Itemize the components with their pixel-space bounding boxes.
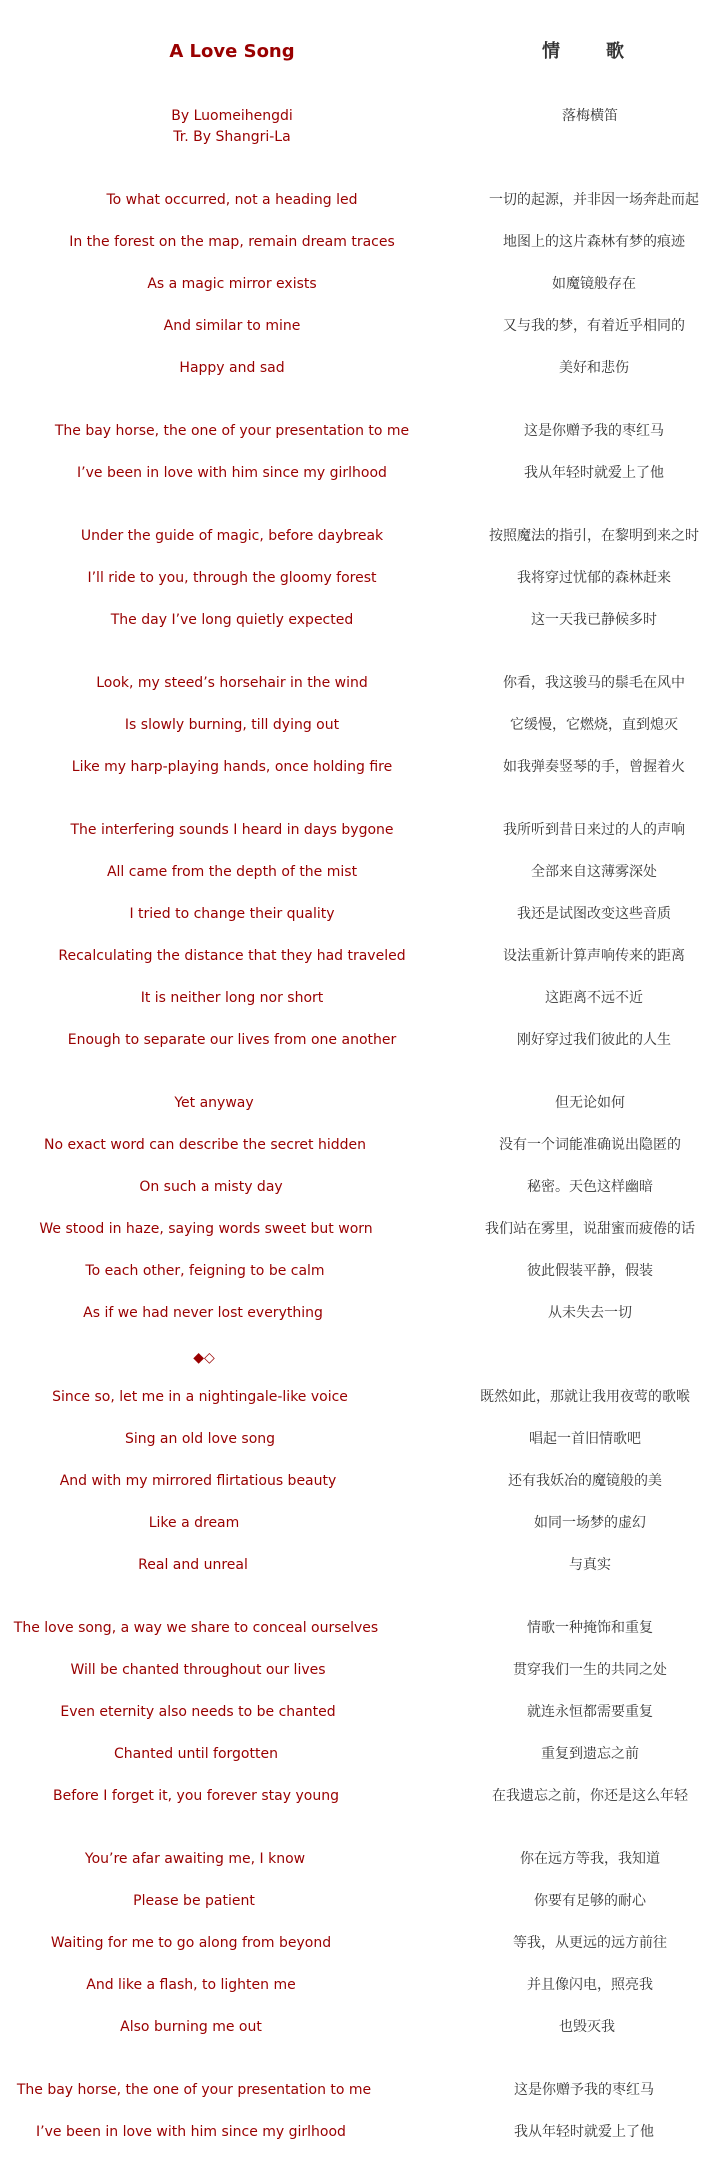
poem-line-zh: 等我，从更远的远方前往	[513, 1935, 667, 1951]
poem-line-en: The interfering sounds I heard in days bygone	[70, 822, 394, 838]
poem-line-en: Will be chanted throughout our lives	[70, 1662, 326, 1678]
poem-line-en: No exact word can describe the secret hidden	[44, 1137, 366, 1153]
poem-line-zh: 刚好穿过我们彼此的人生	[517, 1032, 671, 1048]
poem-line-zh: 这一天我已静候多时	[531, 612, 657, 628]
poem-line-en: I’ve been in love with him since my girlhood	[77, 465, 387, 481]
poem-line-en: It is neither long nor short	[140, 990, 324, 1006]
poem-line-zh: 如我弹奏竖琴的手，曾握着火	[503, 759, 685, 775]
section-divider: ◆◇	[193, 1350, 215, 1366]
poem-line-zh: 这是你赠予我的枣红马	[514, 2082, 654, 2098]
poem-line-en: On such a misty day	[139, 1179, 283, 1195]
translator-en: Tr. By Shangri-La	[173, 129, 291, 145]
poem-line-zh: 如同一场梦的虚幻	[534, 1515, 646, 1531]
poem-line-zh: 在我遗忘之前，你还是这么年轻	[492, 1788, 688, 1804]
poem-line-en: Sing an old love song	[124, 1431, 276, 1447]
poem-line-zh: 我所听到昔日来过的人的声响	[503, 822, 685, 838]
poem-line-en: And similar to mine	[163, 318, 301, 334]
poem-line-en: In the forest on the map, remain dream traces	[69, 234, 395, 250]
poem-line-en: Please be patient	[133, 1893, 255, 1909]
poem-line-zh: 我还是试图改变这些音质	[517, 906, 671, 922]
poem-line-zh: 美好和悲伤	[559, 360, 629, 376]
poem-line-en: The bay horse, the one of your presentation to me	[16, 2082, 372, 2098]
poem-line-en: Is slowly burning, till dying out	[124, 717, 340, 733]
poem-line-en: To what occurred, not a heading led	[106, 192, 358, 208]
poem-line-zh: 就连永恒都需要重复	[527, 1704, 653, 1720]
poem-line-zh: 秘密。天色这样幽暗	[527, 1179, 653, 1195]
poem-line-en: As a magic mirror exists	[147, 276, 317, 292]
poem-line-zh: 按照魔法的指引，在黎明到来之时	[489, 528, 699, 544]
poem-line-zh: 既然如此，那就让我用夜莺的歌喉	[480, 1389, 690, 1405]
poem-line-zh: 重复到遗忘之前	[541, 1746, 639, 1762]
poem-line-en: We stood in haze, saying words sweet but worn	[39, 1221, 373, 1237]
poem-line-en: The love song, a way we share to conceal ourselves	[13, 1620, 379, 1636]
poem-line-en: Like a dream	[148, 1515, 240, 1531]
author-en: By Luomeihengdi	[171, 108, 293, 124]
poem-line-zh: 我从年轻时就爱上了他	[514, 2124, 654, 2140]
poem-line-zh: 地图上的这片森林有梦的痕迹	[503, 234, 685, 250]
poem-line-zh: 贯穿我们一生的共同之处	[513, 1662, 667, 1678]
poem-line-zh: 从未失去一切	[548, 1305, 632, 1321]
poem-line-en: Even eternity also needs to be chanted	[60, 1704, 336, 1720]
poem-line-en: All came from the depth of the mist	[106, 864, 358, 880]
poem-line-en: Since so, let me in a nightingale-like voice	[52, 1389, 348, 1405]
poem-line-zh: 也毁灭我	[559, 2019, 615, 2035]
poem-line-en: I’ll ride to you, through the gloomy forest	[87, 570, 377, 586]
poem-line-zh: 我们站在雾里，说甜蜜而疲倦的话	[485, 1221, 695, 1237]
poem-line-en: I’ve been in love with him since my girlhood	[36, 2124, 346, 2140]
poem-line-en: The day I’ve long quietly expected	[110, 612, 354, 628]
poem-line-zh: 全部来自这薄雾深处	[531, 864, 657, 880]
poem-line-en: To each other, feigning to be calm	[85, 1263, 325, 1279]
poem-line-en: Enough to separate our lives from one another	[67, 1032, 397, 1048]
poem-line-zh: 还有我妖冶的魔镜般的美	[508, 1473, 662, 1489]
poem-line-en: Waiting for me to go along from beyond	[50, 1935, 332, 1951]
poem-line-zh: 与真实	[569, 1557, 611, 1573]
poem-line-en: Also burning me out	[120, 2019, 262, 2035]
poem-line-en: And with my mirrored flirtatious beauty	[59, 1473, 337, 1489]
poem-line-zh: 你要有足够的耐心	[534, 1893, 646, 1909]
poem-line-en: As if we had never lost everything	[83, 1305, 323, 1321]
poem-line-en: Look, my steed’s horsehair in the wind	[96, 675, 368, 691]
poem-line-zh: 这距离不远不近	[545, 990, 643, 1006]
poem-line-en: The bay horse, the one of your presentation to me	[54, 423, 410, 439]
poem-line-en: Happy and sad	[179, 360, 285, 376]
poem-line-zh: 没有一个词能准确说出隐匿的	[499, 1137, 681, 1153]
poem-line-zh: 我将穿过忧郁的森林赶来	[517, 570, 671, 586]
poem-line-zh: 并且像闪电，照亮我	[527, 1977, 653, 1993]
poem-line-zh: 设法重新计算声响传来的距离	[503, 948, 685, 964]
poem-line-zh: 唱起一首旧情歌吧	[529, 1431, 641, 1447]
author-zh: 落梅横笛	[562, 108, 618, 124]
poem-line-zh: 又与我的梦，有着近乎相同的	[503, 318, 685, 334]
poem-title-en: A Love Song	[169, 41, 295, 62]
poem-line-zh: 一切的起源，并非因一场奔赴而起	[489, 192, 699, 208]
poem-line-zh: 彼此假装平静，假装	[527, 1263, 653, 1279]
poem-line-en: Yet anyway	[174, 1095, 254, 1111]
poem-line-zh: 它缓慢，它燃烧，直到熄灭	[510, 717, 678, 733]
poem-line-zh: 这是你赠予我的枣红马	[524, 423, 664, 439]
poem-line-zh: 情歌一种掩饰和重复	[527, 1620, 653, 1636]
poem-line-en: Before I forget it, you forever stay young	[53, 1788, 339, 1804]
poem-line-en: Chanted until forgotten	[114, 1746, 278, 1762]
poem-line-en: I tried to change their quality	[129, 906, 335, 922]
poem-line-zh: 但无论如何	[555, 1095, 625, 1111]
poem-line-zh: 你看，我这骏马的鬃毛在风中	[503, 675, 685, 691]
poem-line-en: Under the guide of magic, before daybreak	[80, 528, 384, 544]
poem-line-zh: 如魔镜般存在	[552, 276, 636, 292]
poem-line-en: You’re afar awaiting me, I know	[84, 1851, 306, 1867]
poem-line-en: Real and unreal	[138, 1557, 248, 1573]
poem-line-en: Like my harp-playing hands, once holding fire	[71, 759, 393, 775]
poem-line-en: And like a flash, to lighten me	[86, 1977, 296, 1993]
poem-title-zh: 情 歌	[542, 41, 638, 62]
poem-line-zh: 我从年轻时就爱上了他	[524, 465, 664, 481]
poem-line-zh: 你在远方等我，我知道	[520, 1851, 660, 1867]
poem-line-en: Recalculating the distance that they had traveled	[58, 948, 406, 964]
